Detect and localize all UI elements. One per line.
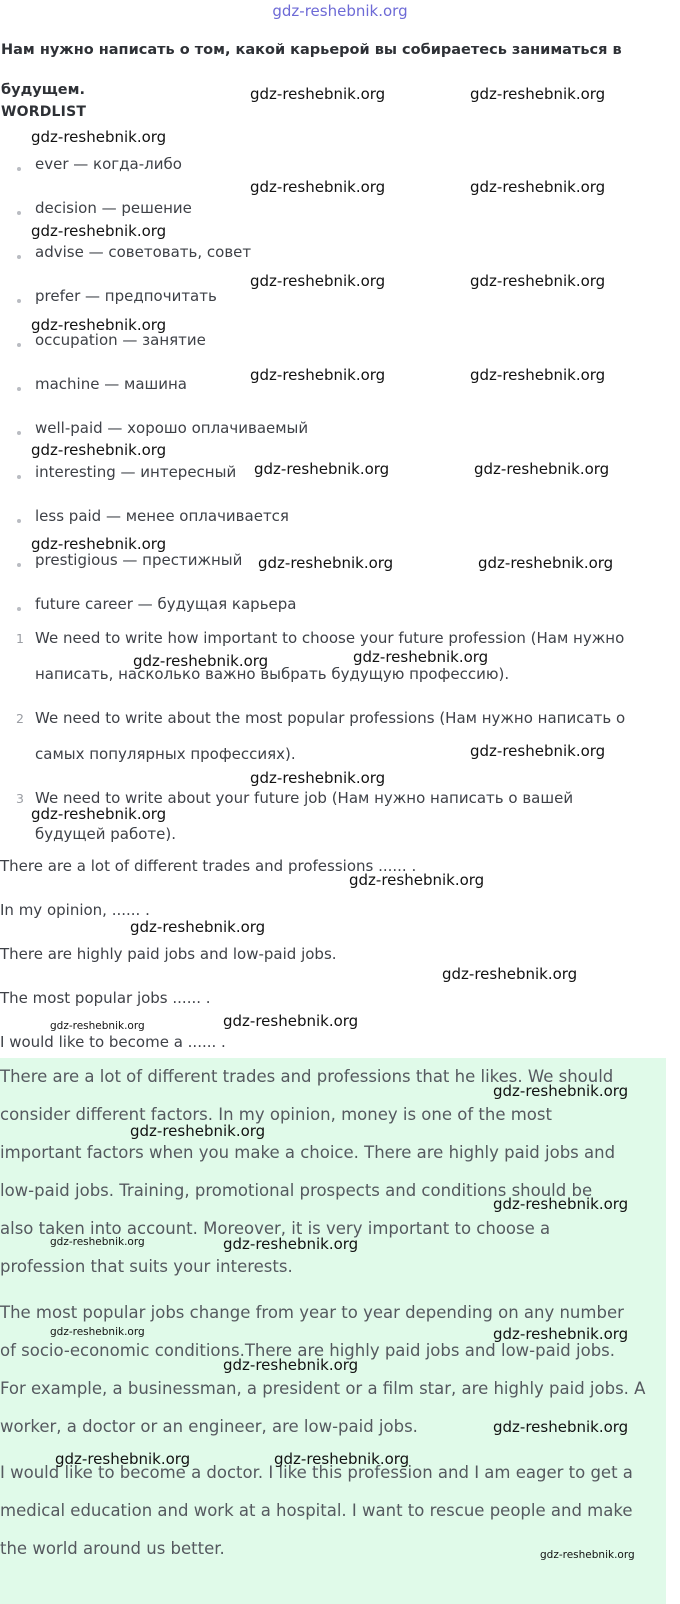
watermark-text: gdz-reshebnik.org — [353, 648, 489, 666]
task-number: 2 — [16, 711, 24, 726]
watermark-text: gdz-reshebnik.org — [470, 742, 606, 760]
answer-line: consider different factors. In my opinion, money is one of the most — [0, 1105, 552, 1124]
answer-line: important factors when you make a choice. There are highly paid jobs and — [0, 1143, 616, 1162]
watermark-text: gdz-reshebnik.org — [250, 366, 386, 384]
watermark-text: gdz-reshebnik.org — [470, 178, 606, 196]
watermark-text: gdz-reshebnik.org — [31, 316, 167, 334]
watermark-text: gdz-reshebnik.org — [223, 1012, 359, 1030]
task-line: самых популярных профессиях). — [35, 745, 296, 763]
answer-line: For example, a businessman, a president or a film star, are highly paid jobs. A — [0, 1379, 646, 1398]
answer-line: also taken into account. Moreover, it is very important to choose a — [0, 1219, 551, 1238]
task-line: We need to write about the most popular professions (Нам нужно написать о — [35, 709, 626, 727]
watermark-text: gdz-reshebnik.org — [50, 1326, 145, 1338]
answer-line: low-paid jobs. Training, promotional prospects and conditions should be — [0, 1181, 593, 1200]
watermark-text: gdz-reshebnik.org — [250, 769, 386, 787]
watermark-text: gdz-reshebnik.org — [31, 535, 167, 553]
bullet-icon — [17, 475, 21, 479]
wordlist-item: prestigious — престижный — [35, 551, 243, 569]
wordlist-item: occupation — занятие — [35, 331, 206, 349]
wordlist-item: ever — когда-либо — [35, 155, 182, 173]
starter-sentence: In my opinion, ...... . — [0, 901, 150, 919]
starter-sentence: There are a lot of different trades and professions ...... . — [0, 857, 417, 875]
watermark-text: gdz-reshebnik.org — [250, 85, 386, 103]
watermark-text: gdz-reshebnik.org — [493, 1325, 629, 1343]
bullet-icon — [17, 211, 21, 215]
bullet-icon — [17, 431, 21, 435]
answer-line: I would like to become a doctor. I like this profession and I am eager to get a — [0, 1463, 633, 1482]
watermark-text: gdz-reshebnik.org — [493, 1195, 629, 1213]
bullet-icon — [17, 167, 21, 171]
wordlist-item: future career — будущая карьера — [35, 595, 297, 613]
watermark-text: gdz-reshebnik.org — [474, 460, 610, 478]
task-line: будущей работе). — [35, 825, 176, 843]
watermark-text: gdz-reshebnik.org — [250, 178, 386, 196]
watermark-text: gdz-reshebnik.org — [130, 918, 266, 936]
watermark-text: gdz-reshebnik.org — [442, 965, 578, 983]
wordlist-item: prefer — предпочитать — [35, 287, 217, 305]
watermark-text: gdz-reshebnik.org — [50, 1020, 145, 1032]
site-banner: gdz-reshebnik.org — [272, 2, 408, 20]
watermark-text: gdz-reshebnik.org — [55, 1450, 191, 1468]
instruction-text: Нам нужно написать о том, какой карьерой вы собираетесь заниматься в будущем. — [1, 42, 622, 98]
wordlist-item: machine — машина — [35, 375, 187, 393]
task-number: 1 — [16, 631, 24, 646]
watermark-text: gdz-reshebnik.org — [130, 1122, 266, 1140]
watermark-text: gdz-reshebnik.org — [493, 1082, 629, 1100]
watermark-text: gdz-reshebnik.org — [50, 1236, 145, 1248]
bullet-icon — [17, 343, 21, 347]
watermark-text: gdz-reshebnik.org — [133, 652, 269, 670]
answer-line: worker, a doctor or an engineer, are low-paid jobs. — [0, 1417, 418, 1436]
task-number: 3 — [16, 791, 24, 806]
answer-line: medical education and work at a hospital. I want to rescue people and make — [0, 1501, 633, 1520]
answer-line: There are a lot of different trades and professions that he likes. We should — [0, 1067, 614, 1086]
watermark-text: gdz-reshebnik.org — [254, 460, 390, 478]
wordlist-item: decision — решение — [35, 199, 192, 217]
watermark-text: gdz-reshebnik.org — [31, 128, 167, 146]
starter-sentence: There are highly paid jobs and low-paid jobs. — [0, 945, 337, 963]
answer-line: profession that suits your interests. — [0, 1257, 293, 1276]
bullet-icon — [17, 255, 21, 259]
task-line: We need to write how important to choose your future profession (Нам нужно — [35, 629, 625, 647]
wordlist-item: interesting — интересный — [35, 463, 237, 481]
watermark-text: gdz-reshebnik.org — [258, 554, 394, 572]
watermark-text: gdz-reshebnik.org — [478, 554, 614, 572]
starter-sentence: I would like to become a ...... . — [0, 1033, 226, 1051]
wordlist-item: well-paid — хорошо оплачиваемый — [35, 419, 309, 437]
watermark-text: gdz-reshebnik.org — [470, 85, 606, 103]
bullet-icon — [17, 299, 21, 303]
task-line: написать, насколько важно выбрать будущую профессию). — [35, 665, 510, 683]
bullet-icon — [17, 563, 21, 567]
watermark-text: gdz-reshebnik.org — [493, 1418, 629, 1436]
watermark-text: gdz-reshebnik.org — [470, 272, 606, 290]
answer-line: the world around us better. — [0, 1539, 225, 1558]
watermark-text: gdz-reshebnik.org — [250, 272, 386, 290]
watermark-text: gdz-reshebnik.org — [31, 805, 167, 823]
answer-line: The most popular jobs change from year to year depending on any number — [0, 1303, 624, 1322]
wordlist-heading: WORDLIST — [1, 104, 87, 120]
starter-sentence: The most popular jobs ...... . — [0, 989, 211, 1007]
wordlist-item: advise — советовать, совет — [35, 243, 252, 261]
watermark-text: gdz-reshebnik.org — [470, 366, 606, 384]
watermark-text: gdz-reshebnik.org — [349, 871, 485, 889]
bullet-icon — [17, 607, 21, 611]
watermark-text: gdz-reshebnik.org — [540, 1549, 635, 1561]
watermark-text: gdz-reshebnik.org — [223, 1356, 359, 1374]
answer-line: of socio-economic conditions.There are highly paid jobs and low-paid jobs. — [0, 1341, 616, 1360]
watermark-text: gdz-reshebnik.org — [223, 1235, 359, 1253]
task-line: We need to write about your future job (Нам нужно написать о вашей — [35, 789, 574, 807]
watermark-text: gdz-reshebnik.org — [274, 1450, 410, 1468]
watermark-text: gdz-reshebnik.org — [31, 441, 167, 459]
wordlist-item: less paid — менее оплачивается — [35, 507, 289, 525]
bullet-icon — [17, 519, 21, 523]
watermark-text: gdz-reshebnik.org — [31, 222, 167, 240]
bullet-icon — [17, 387, 21, 391]
